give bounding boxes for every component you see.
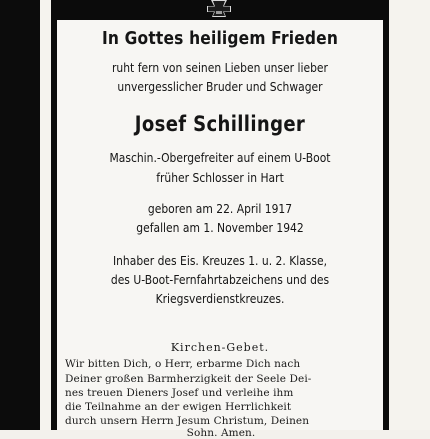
prayer-line: nes treuen Dieners Josef und verleihe ihm [65, 387, 294, 399]
intro-line-2: unvergesslicher Bruder und Schwager [117, 79, 323, 94]
prayer-line: die Teilnahme an der ewigen Herrlichkeit [65, 401, 292, 413]
decorations-line-3: Kriegsverdienstkreuzes. [155, 291, 285, 306]
intro-line-1: ruht fern von seinen Lieben unser lieber [112, 60, 328, 75]
former-occupation: früher Schlosser in Hart [156, 170, 284, 185]
prayer-line: durch unsern Herrn Jesum Christum, Deinen [65, 415, 310, 427]
birth-date: geboren am 22. April 1917 [147, 201, 293, 216]
card-heading: In Gottes heiligem Frieden [101, 28, 339, 49]
decorations-line-2: des U-Boot-Fernfahrtabzeichens und des [110, 272, 330, 287]
prayer-line: Sohn. Amen. [186, 427, 256, 439]
iron-cross-emblem-icon [193, 0, 245, 17]
right-margin [396, 0, 430, 430]
deceased-name: Josef Schillinger [134, 112, 306, 136]
prayer-title: Kirchen-Gebet. [170, 341, 270, 354]
decorations-line-1: Inhaber des Eis. Kreuzes 1. u. 2. Klasse, [112, 253, 328, 268]
rank-line: Maschin.-Obergefreiter auf einem U-Boot [109, 150, 331, 165]
prayer-line: Wir bitten Dich, o Herr, erbarme Dich nach [65, 358, 301, 370]
prayer-line: Deiner großen Barmherzigkeit der Seele Dei- [65, 373, 312, 385]
death-date: gefallen am 1. November 1942 [136, 220, 304, 235]
